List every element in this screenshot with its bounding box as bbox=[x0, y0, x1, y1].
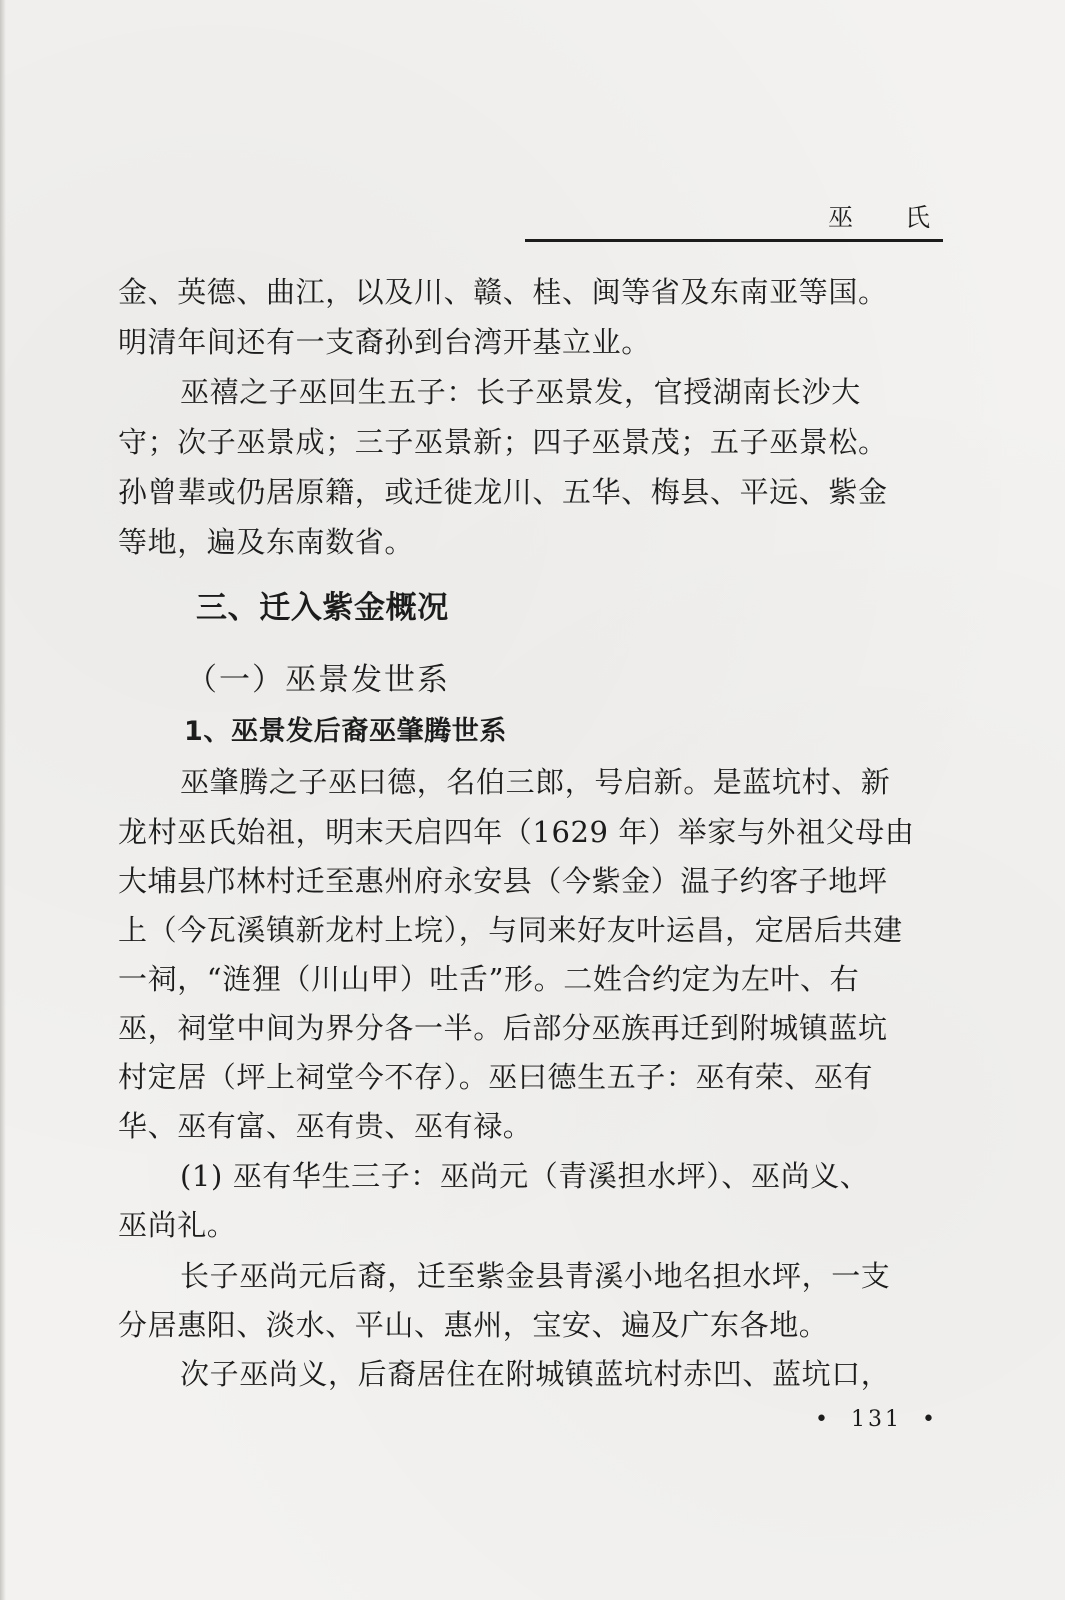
item-heading: 1、巫景发后裔巫肇腾世系 bbox=[184, 716, 507, 747]
page-number-value: 131 bbox=[850, 1407, 902, 1432]
header-rule bbox=[525, 239, 943, 242]
section-heading: 三、迁入紫金概况 bbox=[196, 590, 449, 626]
folio-dot: • bbox=[921, 1407, 938, 1432]
page-number bbox=[805, 1407, 948, 1432]
body-line: 巫，祠堂中间为界分各一半。后部分巫族再迁到附城镇蓝坑 bbox=[118, 1011, 888, 1045]
body-line: 孙曾辈或仍居原籍，或迁徙龙川、五华、梅县、平远、紫金 bbox=[118, 475, 888, 509]
folio-dot: • bbox=[815, 1407, 831, 1432]
body-line: 龙村巫氏始祖，明末天启四年（1629 年）举家与外祖父母由 bbox=[118, 815, 915, 849]
body-line: 次子巫尚义，后裔居住在附城镇蓝坑村赤凹、蓝坑口， bbox=[180, 1357, 891, 1391]
body-line: 等地，遍及东南数省。 bbox=[118, 525, 415, 559]
body-line: 一祠，“涟狸（川山甲）吐舌”形。二姓合约定为左叶、右 bbox=[118, 962, 860, 996]
body-line: 华、巫有富、巫有贵、巫有禄。 bbox=[118, 1109, 533, 1143]
body-line: (1) 巫有华生三子：巫尚元（青溪担水坪）、巫尚义、 bbox=[180, 1159, 870, 1193]
body-line: 上（今瓦溪镇新龙村上垸），与同来好友叶运昌，定居后共建 bbox=[118, 913, 903, 947]
body-line: 巫禧之子巫回生五子：长子巫景发，官授湖南长沙大 bbox=[180, 375, 861, 409]
body-line: 村定居（坪上祠堂今不存）。巫曰德生五子：巫有荣、巫有 bbox=[118, 1060, 874, 1094]
body-line: 金、英德、曲江，以及川、赣、桂、闽等省及东南亚等国。 bbox=[118, 275, 888, 309]
body-line: 巫尚礼。 bbox=[118, 1208, 237, 1242]
page-edge-shadow bbox=[0, 0, 6, 1600]
body-line: 分居惠阳、淡水、平山、惠州，宝安、遍及广东各地。 bbox=[118, 1308, 829, 1342]
body-line: 大埔县邝林村迁至惠州府永安县（今紫金）温子约客子地坪 bbox=[118, 864, 888, 898]
body-line: 明清年间还有一支裔孙到台湾开基立业。 bbox=[118, 325, 651, 359]
subsection-heading: （一）巫景发世系 bbox=[186, 662, 450, 698]
body-line: 长子巫尚元后裔，迁至紫金县青溪小地名担水坪，一支 bbox=[180, 1259, 891, 1293]
running-head: 巫 氏 bbox=[828, 203, 952, 232]
body-line: 守；次子巫景成；三子巫景新；四子巫景茂；五子巫景松。 bbox=[118, 425, 888, 459]
body-line: 巫肇腾之子巫曰德，名伯三郎，号启新。是蓝坑村、新 bbox=[180, 765, 891, 799]
